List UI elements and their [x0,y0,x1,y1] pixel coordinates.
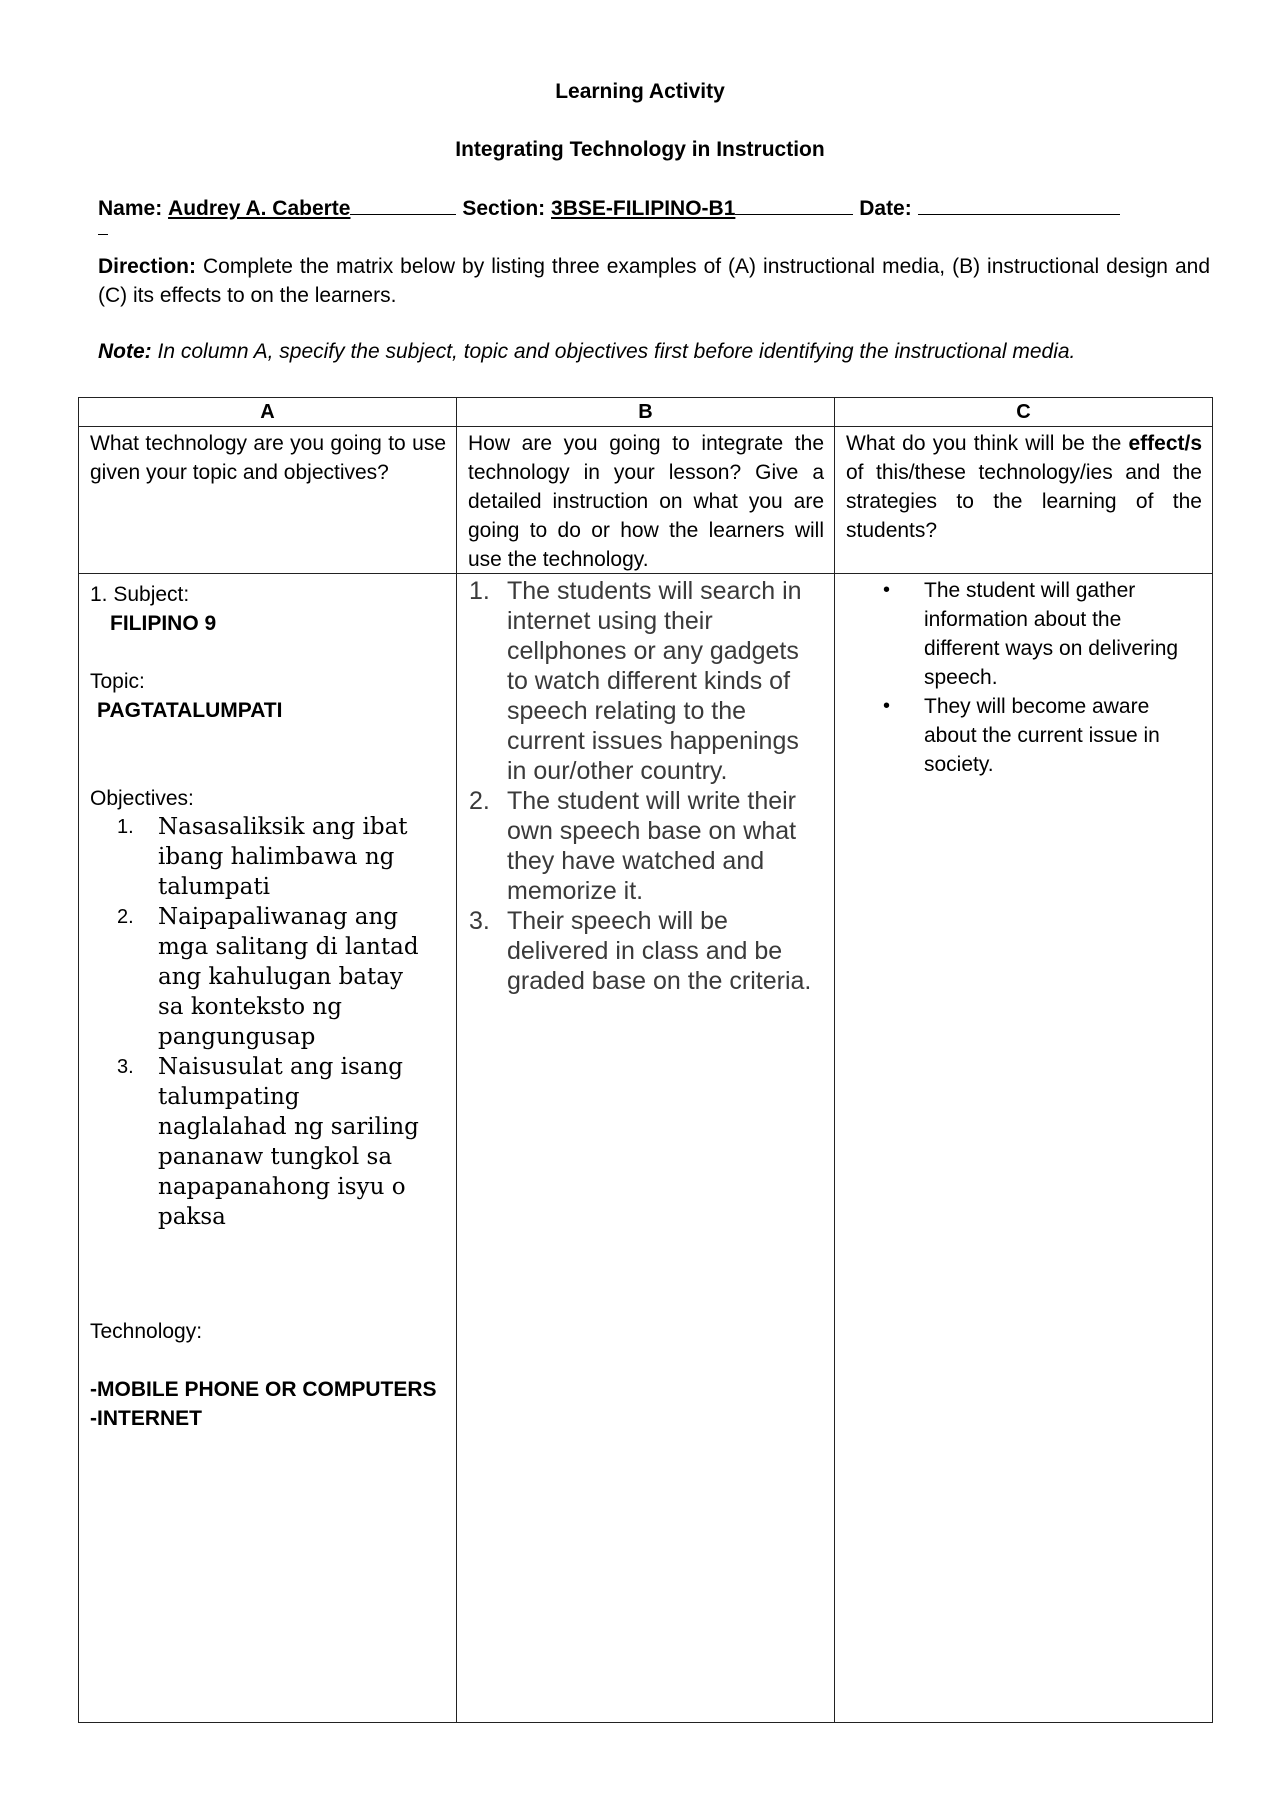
name-label: Name: [98,197,163,220]
integration-step [457,576,817,786]
column-letter-row [79,398,1213,427]
name-blank-line [350,196,456,215]
section-value: 3BSE-FILIPINO-B1 [551,197,736,220]
date-label: Date: [859,197,912,220]
header-fields [98,196,1120,221]
bullet-icon: • [883,579,891,601]
column-c-question-pre: What do you think will be the [846,432,1129,455]
column-b-header: B [457,398,835,427]
column-b-question-cell [457,427,835,574]
note-paragraph [98,340,1218,364]
date-blank-line [918,196,1120,215]
column-a-header: A [79,398,457,427]
objective-item [79,902,428,1052]
technology-item: -MOBILE PHONE OR COMPUTERS [90,1378,437,1401]
technology-label: Technology: [90,1320,203,1343]
column-c-question-bold: effect/s [1128,432,1202,455]
topic-value: PAGTATALUMPATI [97,699,283,722]
integration-steps-list [457,576,817,996]
objective-text: Naipapaliwanag ang mga salitang di lantad ang kahulugan batay sa konteksto ng pangungusap [158,904,419,1050]
direction-paragraph [98,252,1210,310]
note-text: In column A, specify the subject, topic and objectives first before identifying the instructional media. [151,340,1076,363]
step-number: 3. [469,907,490,935]
column-b-answer-cell [457,574,835,1723]
column-a-question-cell [79,427,457,574]
page-title: Learning Activity [555,80,725,103]
column-c-content [835,574,1212,1722]
direction-label: Direction: [98,255,197,278]
bullet-icon: • [883,695,891,717]
objectives-label: Objectives: [90,787,194,810]
column-c-question [835,427,1212,573]
objective-item [79,812,428,902]
direction-text: Complete the matrix below by listing three examples of (A) instructional media, (B) instructional design and (C) its effects to on the learners. [98,255,1210,307]
step-number: 2. [469,787,490,815]
answer-row [79,574,1213,1723]
effect-item [835,576,1189,692]
section-label: Section: [462,197,546,220]
column-c-question-cell [835,427,1213,574]
column-a-question: What technology are you going to use given your topic and objectives? [90,432,446,484]
column-a-answer-cell [79,574,457,1723]
page-subtitle: Integrating Technology in Instruction [455,138,825,161]
effect-item [835,692,1189,779]
objective-text: Naisusulat ang isang talumpating naglalahad ng sariling pananaw tungkol sa napapanahong isyu o paksa [158,1054,419,1230]
integration-step [457,786,817,906]
name-value: Audrey A. Caberte [168,197,351,220]
technology-item: -INTERNET [90,1407,202,1430]
effects-list [835,576,1189,779]
column-c-answer-cell [835,574,1213,1723]
step-text: Their speech will be delivered in class and be graded base on the criteria. [507,907,812,995]
objective-item [79,1052,428,1232]
integration-step [457,906,817,996]
objectives-list [79,812,428,1232]
column-c-header: C [835,398,1213,427]
column-c-question-post: of this/these technology/ies and the strategies to the learning of the students? [846,461,1202,542]
question-row [79,427,1213,574]
subject-label: 1. Subject: [90,583,190,606]
note-label: Note: [98,340,152,363]
section-blank-line [735,196,853,215]
column-b-content [457,574,834,1722]
objective-number: 1. [117,816,134,838]
objective-number: 2. [117,906,134,928]
objective-text: Nasasaliksik ang ibat ibang halimbawa ng talumpati [158,814,408,900]
step-text: The students will search in internet using their cellphones or any gadgets to watch different kinds of speech relating to the current issues happenings in our/other country. [507,577,802,785]
column-b-question: How are you going to integrate the technology in your lesson? Give a detailed instruction on what you are going to do or how the learners will use the technology. [468,432,824,571]
activity-matrix [78,397,1213,1723]
effect-text: The student will gather information about the different ways on delivering speech. [924,579,1179,689]
subject-value: FILIPINO 9 [110,612,217,635]
effect-text: They will become aware about the current issue in society. [924,695,1160,776]
step-text: The student will write their own speech base on what they have watched and memorize it. [507,787,797,905]
topic-label: Topic: [90,670,145,693]
step-number: 1. [469,577,490,605]
stray-dash [98,234,108,235]
column-a-content [79,574,456,1722]
objective-number: 3. [117,1056,134,1078]
